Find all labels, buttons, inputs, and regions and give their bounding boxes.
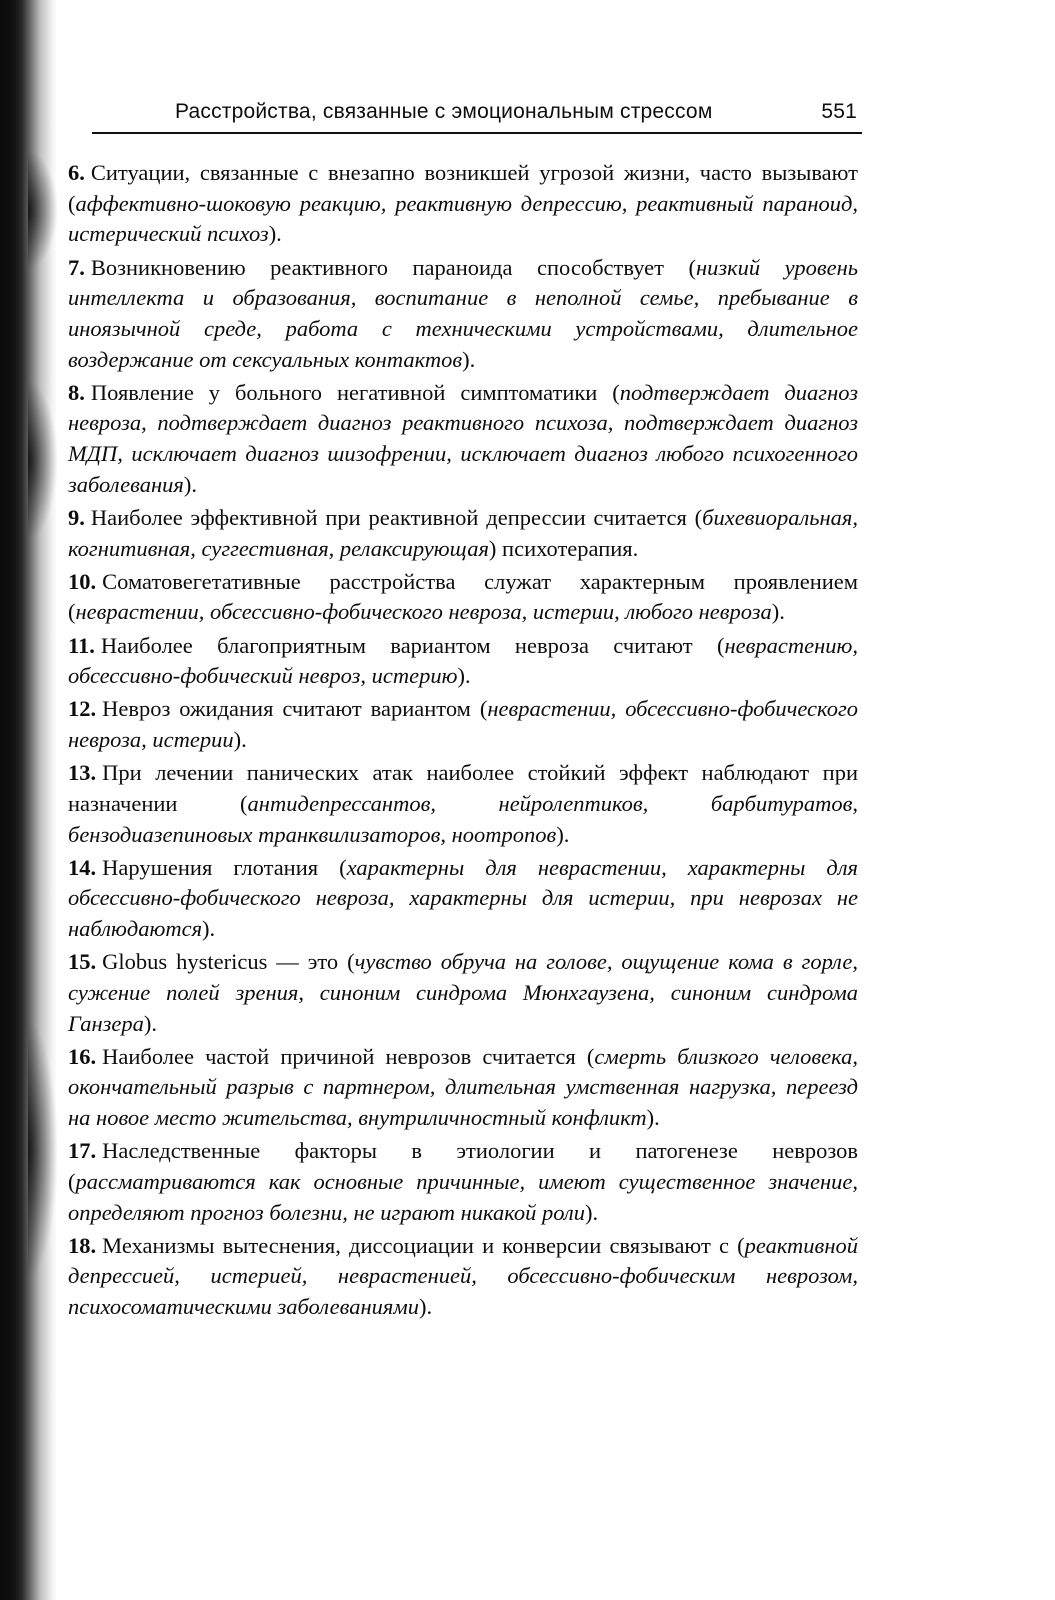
- question-tail: ).: [771, 599, 785, 625]
- question-item: [68, 758, 858, 850]
- question-tail: ).: [646, 1105, 660, 1130]
- question-options: неврастении, обсессивно-фобического невроза, истерии, любого невроза: [75, 599, 772, 625]
- question-options: неврастению, обсессивно-фобический невроз, истерию: [68, 632, 858, 689]
- header-rule: [92, 132, 862, 134]
- question-number: 17.: [68, 1138, 97, 1164]
- question-options: аффективно-шоковую реакцию, реактивную депрессию, реактивный параноид, истерический психоз: [68, 190, 858, 247]
- page-number: 551: [821, 100, 857, 123]
- question-item: [68, 853, 858, 945]
- question-tail: ) психотерапия.: [488, 535, 639, 561]
- question-number: 7.: [68, 254, 85, 280]
- question-number: 14.: [68, 854, 97, 880]
- question-stem: Наиболее эффективной при реактивной депрессии считается (: [90, 504, 703, 530]
- question-options: чувство обруча на голове, ощущение кома в горле, сужение полей зрения, синоним синдрома Мюнхгаузена, синоним синдрома Ганзера: [68, 949, 858, 1036]
- question-item: [68, 1136, 858, 1228]
- running-header: [175, 100, 857, 124]
- question-stem: Ситуации, связанные с внезапно возникшей угрозой жизни, часто вызывают (: [68, 160, 858, 216]
- question-item: [68, 378, 858, 501]
- question-number: 13.: [68, 760, 97, 786]
- question-number: 18.: [68, 1232, 97, 1258]
- scan-shadow-spot: [28, 380, 58, 540]
- question-options: бихевиоральная, когнитивная, суггестивная, релаксирующая: [68, 504, 858, 561]
- question-number: 11.: [68, 632, 95, 658]
- question-item: [68, 947, 858, 1039]
- question-tail: ).: [233, 727, 247, 752]
- question-item: [68, 253, 858, 376]
- question-list: [68, 158, 858, 1325]
- question-number: 12.: [68, 696, 97, 722]
- question-number: 6.: [68, 160, 85, 185]
- question-number: 10.: [68, 568, 97, 594]
- question-item: [68, 503, 858, 564]
- question-options: рассматриваются как основные причинные, имеют существенное значение, определяют прогноз болезни, не играют никакой роли: [68, 1168, 858, 1225]
- running-header-title: Расстройства, связанные с эмоциональным стрессом: [175, 100, 713, 123]
- question-options: неврастении, обсессивно-фобического невроза, истерии: [68, 696, 858, 752]
- question-tail: ).: [143, 1010, 158, 1036]
- scan-shadow-spot: [28, 1020, 58, 1280]
- question-options: реактивной депрессией, истерией, неврастенией, обсессивно-фобическим неврозом, психосоматическими заболеваниями: [68, 1232, 858, 1319]
- question-options: характерны для неврастении, характерны для обсессивно-фобического невроза, характерны для истерии, при неврозах не наблюдаются: [68, 854, 859, 941]
- question-tail: ).: [418, 1294, 433, 1319]
- question-stem: Появление у больного негативной симптоматики (: [90, 379, 620, 405]
- question-tail: ).: [556, 821, 570, 847]
- question-item: [68, 1042, 858, 1134]
- question-item: [68, 567, 858, 628]
- question-item: [68, 631, 858, 692]
- question-tail: ).: [584, 1199, 599, 1225]
- question-stem: Наследственные факторы в этиологии и патогенезе неврозов (: [68, 1138, 858, 1194]
- question-item: [68, 158, 858, 250]
- question-tail: ).: [268, 221, 282, 247]
- question-item: [68, 1231, 858, 1323]
- scan-shadow-spot: [28, 150, 58, 270]
- question-stem: Нарушения глотания (: [102, 854, 347, 880]
- question-tail: ).: [183, 471, 197, 497]
- question-tail: ).: [462, 346, 476, 372]
- question-options: смерть близкого человека, окончательный разрыв с партнером, длительная умственная нагрузка, переезд на новое место жительства, внутриличностный конфликт: [68, 1043, 858, 1130]
- question-stem: Механизмы вытеснения, диссоциации и конверсии связывают с (: [102, 1232, 745, 1258]
- question-stem: Наиболее частой причиной неврозов считается (: [102, 1043, 595, 1069]
- question-number: 15.: [68, 949, 97, 975]
- question-stem: При лечении панических атак наиболее стойкий эффект наблюдают при назначении (: [68, 760, 858, 816]
- question-options: низкий уровень интеллекта и образования, воспитание в неполной семье, пребывание в иноязычной среде, работа с техническими устройствами, длительное воздержание от сексуальных контактов: [68, 254, 858, 372]
- question-options: антидепрессантов, нейролептиков, барбитуратов, бензодиазепиновых транквилизаторов, ноотропов: [68, 790, 858, 847]
- question-item: [68, 694, 858, 755]
- question-number: 8.: [68, 379, 85, 405]
- question-stem: Возникновению реактивного параноида способствует (: [90, 254, 696, 280]
- question-options: подтверждает диагноз невроза, подтверждает диагноз реактивного психоза, подтверждает диагноз МДП, исключает диагноз шизофрении, исключает диагноз любого психогенного заболевания: [68, 379, 858, 497]
- question-stem: Невроз ожидания считают вариантом (: [102, 696, 488, 722]
- question-tail: ).: [457, 663, 471, 689]
- question-tail: ).: [202, 916, 216, 941]
- question-number: 9.: [68, 504, 85, 530]
- question-stem: Globus hystericus — это (: [102, 949, 355, 975]
- question-stem: Наиболее благоприятным вариантом невроза считают (: [100, 632, 725, 658]
- question-stem: Соматовегетативные расстройства служат характерным проявлением (: [68, 568, 858, 625]
- question-number: 16.: [68, 1043, 97, 1069]
